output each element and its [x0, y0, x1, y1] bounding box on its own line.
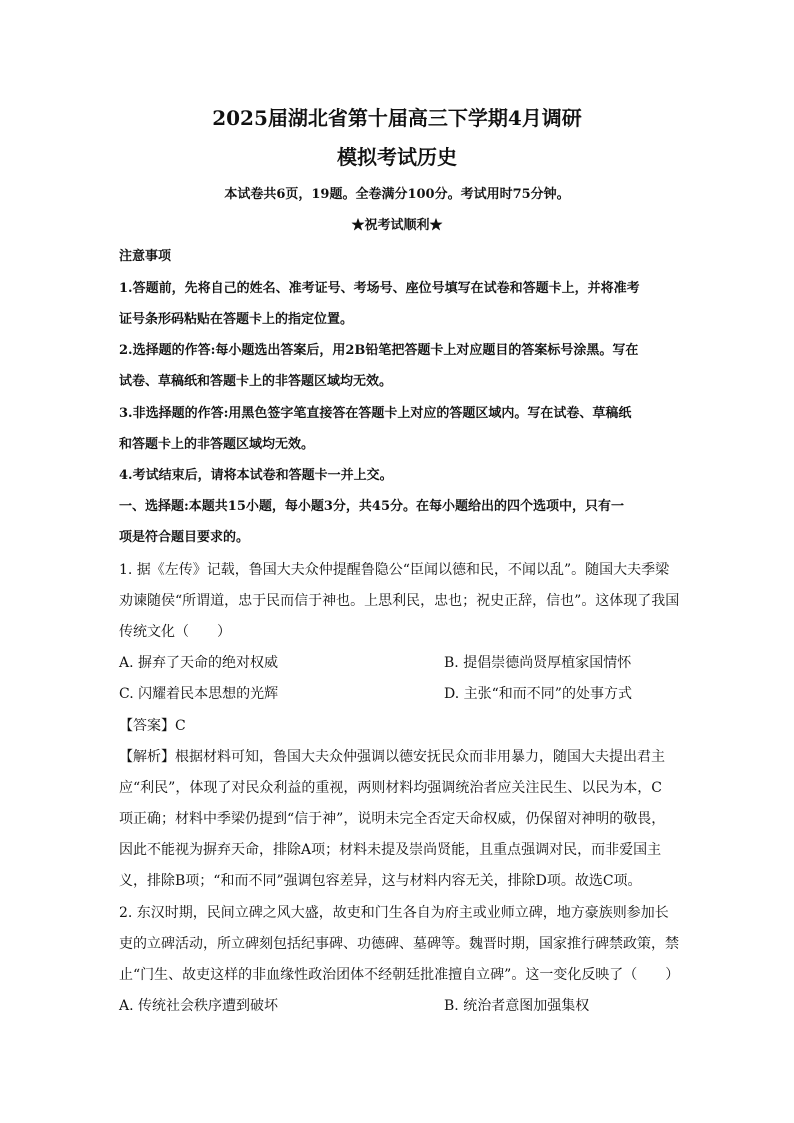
notes-line: 1.答题前，先将自己的姓名、准考证号、考场号、座位号填写在试卷和答题卡上，并将准考	[119, 281, 640, 296]
analysis-line: 义，排除B项；“和而不同”强调包容差异，这与材料内容无关，排除D项。故选C项。	[119, 873, 642, 889]
answer: 【答案】C	[119, 718, 186, 734]
question-stem: 2. 东汉时期，民间立碑之风大盛，故吏和门生各自为府主或业师立碑，地方豪族则参加长	[119, 905, 669, 921]
option-b: B. 提倡崇德尚贤厚植家国情怀	[444, 655, 632, 671]
notes-line: 4.考试结束后，请将本试卷和答题卡一并上交。	[119, 468, 393, 483]
analysis-line: 因此不能视为摒弃天命，排除A项；材料未提及崇尚贤能，且重点强调对民，而非爱国主	[119, 842, 662, 858]
exam-title-line2: 模拟考试历史	[337, 145, 457, 169]
notes-line: 2.选择题的作答:每小题选出答案后，用2B铅笔把答题卡上对应题目的答案标号涂黑。写在	[119, 343, 639, 358]
analysis-line: 【解析】根据材料可知，鲁国大夫众仲强调以德安抚民众而非用暴力，随国大夫提出君主	[119, 749, 665, 765]
option-b: B. 统治者意图加强集权	[444, 998, 590, 1014]
analysis-line: 项正确；材料中季梁仍提到“信于神”，说明未完全否定天命权威，仍保留对神明的敬畏，	[119, 811, 666, 827]
notes-line: 试卷、草稿纸和答题卡上的非答题区域均无效。	[119, 374, 393, 389]
analysis-line: 应“利民”，体现了对民众利益的重视，两则材料均强调统治者应关注民生、以民为本，C	[119, 780, 663, 796]
notes-line: 3.非选择题的作答:用黑色签字笔直接答在答题卡上对应的答题区域内。写在试卷、草稿纸	[119, 406, 632, 421]
question-stem: 劝谏随侯“所谓道，忠于民而信于神也。上思利民，忠也；祝史正辞，信也”。这体现了我国	[119, 593, 680, 609]
question-stem: 传统文化（ ）	[119, 624, 231, 640]
question-stem: 止“门生、故吏这样的非血缘性政治团体不经朝廷批准擅自立碑”。这一变化反映了（ ）	[119, 967, 680, 983]
section-heading: 一、选择题:本题共15小题，每小题3分，共45分。在每小题给出的四个选项中，只有一	[119, 499, 625, 514]
option-a: A. 摒弃了天命的绝对权威	[119, 655, 279, 671]
exam-title-line1: 2025届湖北省第十届高三下学期4月调研	[212, 106, 582, 130]
question-stem: 吏的立碑活动，所立碑刻包括纪事碑、功德碑、墓碑等。魏晋时期，国家推行碑禁政策，禁	[119, 936, 679, 952]
option-d: D. 主张“和而不同”的处事方式	[444, 686, 632, 702]
question-stem: 1. 据《左传》记载，鲁国大夫众仲提醒鲁隐公“臣闻以德和民，不闻以乱”。随国大夫季梁	[119, 562, 670, 578]
option-c: C. 闪耀着民本思想的光辉	[119, 686, 279, 702]
exam-info: 本试卷共6页，19题。全卷满分100分。考试用时75分钟。	[224, 187, 570, 202]
notes-line: 证号条形码粘贴在答题卡上的指定位置。	[119, 312, 354, 327]
option-a: A. 传统社会秩序遭到破坏	[119, 998, 279, 1014]
notes-line: 和答题卡上的非答题区域均无效。	[119, 437, 315, 452]
section-heading: 项是符合题目要求的。	[119, 530, 250, 545]
notes-heading: 注意事项	[119, 249, 172, 264]
good-luck-wish: ★祝考试顺利★	[351, 218, 443, 233]
